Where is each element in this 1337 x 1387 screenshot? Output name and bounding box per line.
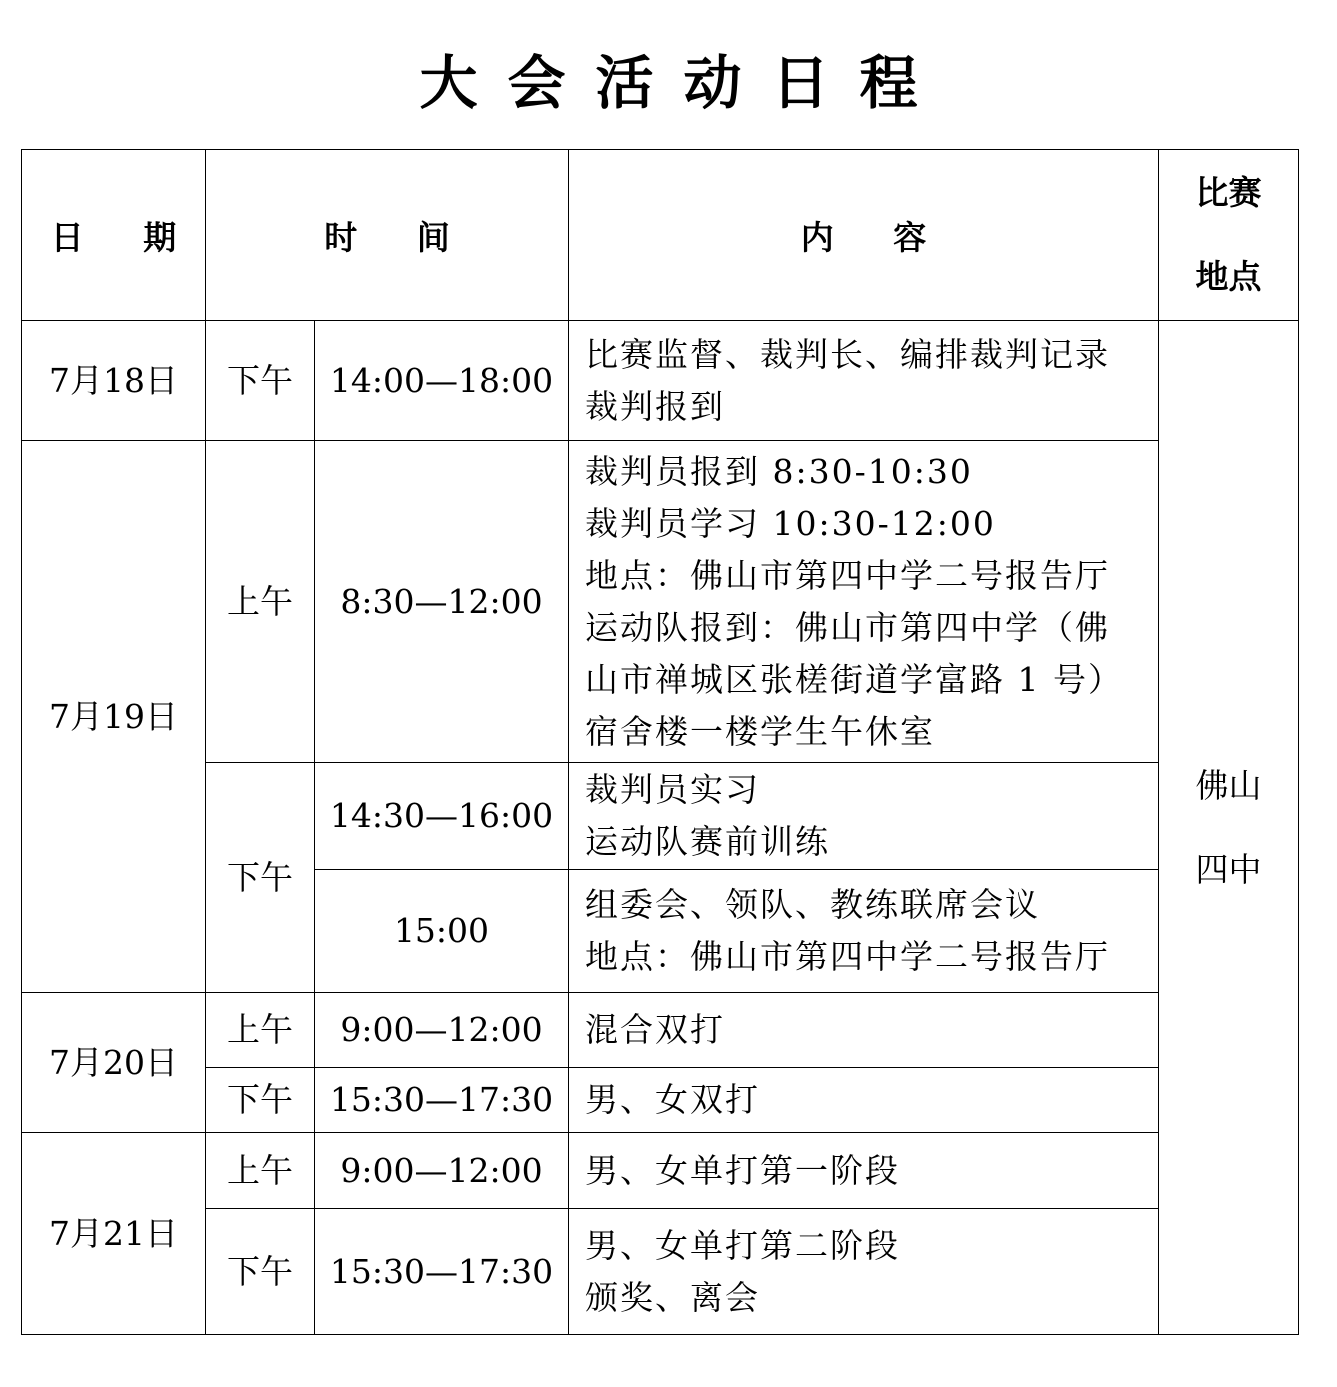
content-cell: 组委会、领队、教练联席会议 地点：佛山市第四中学二号报告厅 xyxy=(569,870,1159,993)
content-cell: 比赛监督、裁判长、编排裁判记录 裁判报到 xyxy=(569,321,1159,441)
header-content: 内 容 xyxy=(569,150,1159,321)
period-cell: 下午 xyxy=(206,763,315,993)
content-cell: 裁判员实习 运动队赛前训练 xyxy=(569,763,1159,870)
period-cell: 上午 xyxy=(206,1133,315,1209)
venue-cell: 佛山 四中 xyxy=(1159,321,1299,1335)
table-row xyxy=(22,763,1299,870)
time-cell: 14:00—18:00 xyxy=(315,321,569,441)
time-cell: 15:30—17:30 xyxy=(315,1209,569,1335)
table-row xyxy=(22,321,1299,441)
content-cell: 男、女双打 xyxy=(569,1068,1159,1133)
header-row xyxy=(22,150,1299,321)
period-cell: 下午 xyxy=(206,321,315,441)
content-cell: 男、女单打第一阶段 xyxy=(569,1133,1159,1209)
time-cell: 9:00—12:00 xyxy=(315,993,569,1068)
header-date: 日 期 xyxy=(22,150,206,321)
header-venue: 比赛 地点 xyxy=(1159,150,1299,321)
schedule-table xyxy=(21,149,1299,1335)
header-time: 时 间 xyxy=(206,150,569,321)
date-cell: 7月18日 xyxy=(22,321,206,441)
period-cell: 上午 xyxy=(206,441,315,763)
content-cell: 男、女单打第二阶段 颁奖、离会 xyxy=(569,1209,1159,1335)
period-cell: 下午 xyxy=(206,1068,315,1133)
time-cell: 15:00 xyxy=(315,870,569,993)
time-cell: 15:30—17:30 xyxy=(315,1068,569,1133)
period-cell: 上午 xyxy=(206,993,315,1068)
table-row xyxy=(22,1068,1299,1133)
table-row xyxy=(22,993,1299,1068)
table-row xyxy=(22,1209,1299,1335)
content-cell: 裁判员报到 8:30-10:30 裁判员学习 10:30-12:00 地点：佛山市第四中学二号报告厅 运动队报到：佛山市第四中学（佛 山市禅城区张槎街道学富路 1 号） 宿舍楼一楼学生午休室 xyxy=(569,441,1159,763)
time-cell: 9:00—12:00 xyxy=(315,1133,569,1209)
date-cell: 7月21日 xyxy=(22,1133,206,1335)
table-row xyxy=(22,1133,1299,1209)
content-cell: 混合双打 xyxy=(569,993,1159,1068)
period-cell: 下午 xyxy=(206,1209,315,1335)
time-cell: 14:30—16:00 xyxy=(315,763,569,870)
date-cell: 7月19日 xyxy=(22,441,206,993)
table-row xyxy=(22,441,1299,763)
time-cell: 8:30—12:00 xyxy=(315,441,569,763)
page-title: 大会活动日程 xyxy=(419,49,948,117)
date-cell: 7月20日 xyxy=(22,993,206,1133)
